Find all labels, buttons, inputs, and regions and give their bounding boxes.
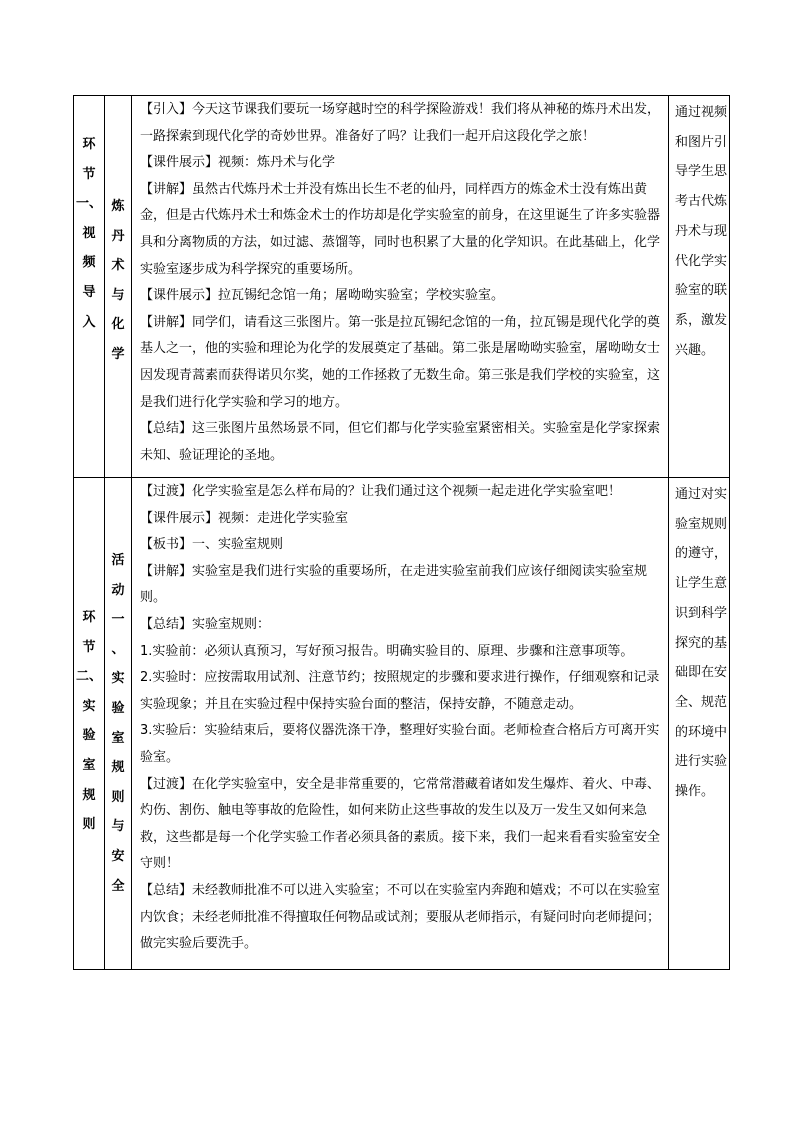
paragraph: 3.实验后：实验结束后，要将仪器洗涤干净，整理好实验台面。老师检查合格后方可离开实验室。	[140, 723, 660, 765]
topic-cell	[105, 478, 132, 970]
topic-label: 活 动 一 、 实 验 室 规 则 与 安 全	[111, 553, 125, 894]
table-row	[74, 96, 730, 478]
stage-cell	[74, 96, 105, 478]
topic-label: 炼 丹 术 与 化 学	[111, 199, 125, 362]
paragraph: 【总结】未经教师批准不可以进入实验室；不可以在实验室内奔跑和嬉戏；不可以在实验室内饮食；未经老师批准不得擅取任何物品或试剂；要服从老师指示，有疑问时向老师提问；做完实验后要洗手。	[140, 882, 661, 952]
lesson-plan-table	[73, 95, 730, 970]
table-row	[74, 478, 730, 970]
paragraph: 【总结】实验室规则：	[140, 616, 271, 632]
design-intent-note: 通过视频和图片引导学生思考古代炼丹术与现代化学实验室的联系，激发兴趣。	[675, 105, 728, 358]
note-cell	[669, 478, 730, 970]
content-text	[132, 478, 668, 959]
stage-label: 环 节 一、 视 频 导 入	[75, 137, 102, 330]
paragraph: 1.实验前：必须认真预习，写好预习报告。明确实验目的、原理、步骤和注意事项等。	[140, 643, 634, 659]
paragraph: 【课件展示】拉瓦锡纪念馆一角；屠呦呦实验室；学校实验室。	[140, 288, 505, 304]
paragraph: 【课件展示】视频：炼丹术与化学	[140, 155, 336, 171]
stage-cell	[74, 478, 105, 970]
design-intent-note: 通过对实验室规则的遵守，让学生意识到科学探究的基础即在安全、规范的环境中进行实验操作。	[675, 487, 728, 800]
topic-cell	[105, 96, 132, 478]
content-text	[132, 96, 668, 470]
content-cell	[132, 478, 669, 970]
paragraph: 【过渡】在化学实验室中，安全是非常重要的，它常常潜藏着诸如发生爆炸、着火、中毒、灼伤、割伤、触电等事故的危险性，如何来防止这些事故的发生以及万一发生又如何来急救，这些都是每一个化学实验工作者必须具备的素质。接下来，我们一起来看看实验室安全守则！	[140, 776, 661, 872]
paragraph: 【过渡】化学实验室是怎么样布局的？让我们通过这个视频一起走进化学实验室吧！	[140, 484, 622, 499]
paragraph: 【讲解】虽然古代炼丹术士并没有炼出长生不老的仙丹，同样西方的炼金术士没有炼出黄金，但是古代炼丹术士和炼金术士的作坊却是化学实验室的前身，在这里诞生了许多实验器具和分离物质的方法，如过滤、蒸馏等，同时也积累了大量的化学知识。在此基础上，化学实验室逐步成为科学探究的重要场所。	[140, 181, 661, 277]
paragraph: 【板书】一、实验室规则	[140, 537, 284, 553]
paragraph: 2.实验时：应按需取用试剂、注意节约；按照规定的步骤和要求进行操作，仔细观察和记录实验现象；并且在实验过程中保持实验台面的整洁，保持安静，不随意走动。	[140, 670, 660, 712]
note-cell	[669, 96, 730, 478]
content-cell	[132, 96, 669, 478]
paragraph: 【讲解】同学们，请看这三张图片。第一张是拉瓦锡纪念馆的一角，拉瓦锡是现代化学的奠基人之一，他的实验和理论为化学的发展奠定了基础。第二张是屠呦呦实验室，屠呦呦女士因发现青蒿素而获得诺贝尔奖，她的工作拯救了无数生命。第三张是我们学校的实验室，这是我们进行化学实验和学习的地方。	[140, 314, 661, 410]
paragraph: 【引入】今天这节课我们要玩一场穿越时空的科学探险游戏！我们将从神秘的炼丹术出发，一路探索到现代化学的奇妙世界。准备好了吗？让我们一起开启这段化学之旅！	[140, 102, 661, 144]
stage-label: 环 节 二、 实 验 室 规 则	[75, 610, 102, 833]
paragraph: 【总结】这三张图片虽然场景不同，但它们都与化学实验室紧密相关。实验室是化学家探索未知、验证理论的圣地。	[140, 421, 661, 463]
paragraph: 【讲解】实验室是我们进行实验的重要场所，在走进实验室前我们应该仔细阅读实验室规则。	[140, 563, 648, 606]
paragraph: 【课件展示】视频：走进化学实验室	[140, 510, 349, 526]
